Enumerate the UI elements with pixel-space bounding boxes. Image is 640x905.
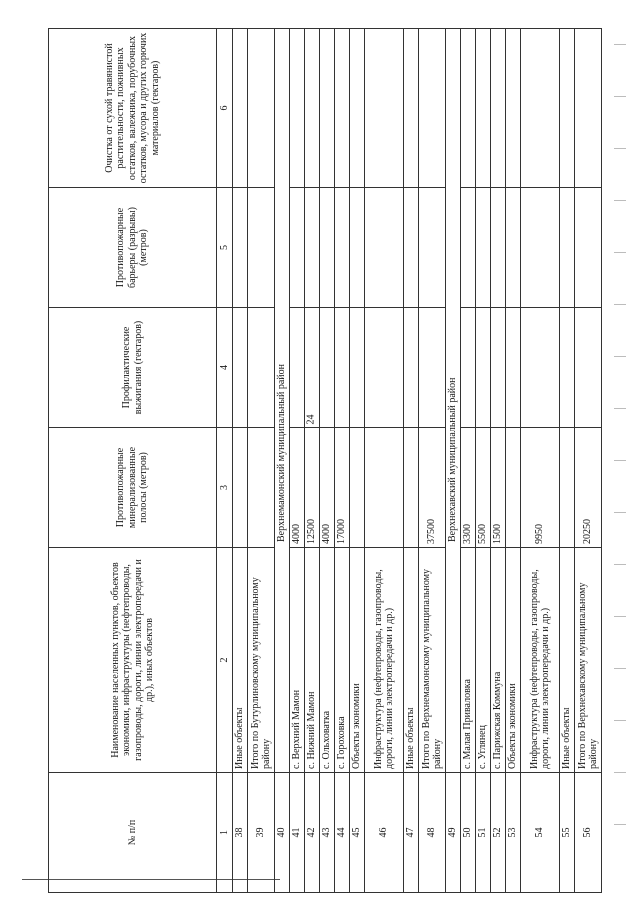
row-name: с. Гороховка	[335, 548, 350, 773]
page-number: 24	[305, 414, 317, 425]
row-name: с. Малая Приваловка	[461, 548, 476, 773]
row-cleaning	[305, 29, 320, 188]
row-name: с. Нижний Мамон	[305, 548, 320, 773]
header-mineral-strips: Противопожарные минерализованные полосы (метров)	[49, 428, 217, 548]
table-row	[335, 29, 350, 893]
row-mineral-strips: 20250	[575, 428, 602, 548]
row-number: 42	[305, 773, 320, 893]
row-burning	[461, 308, 476, 428]
row-mineral-strips: 9950	[521, 428, 560, 548]
row-cleaning	[491, 29, 506, 188]
row-barriers	[419, 188, 446, 308]
row-cleaning	[233, 29, 248, 188]
row-barriers	[350, 188, 365, 308]
row-barriers	[335, 188, 350, 308]
row-number: 43	[320, 773, 335, 893]
row-barriers	[506, 188, 521, 308]
row-name: Объекты экономики	[506, 548, 521, 773]
row-number: 39	[248, 773, 275, 893]
row-barriers	[320, 188, 335, 308]
column-index-row: 1 2 3 4 5 6	[217, 29, 233, 893]
row-burning	[365, 308, 404, 428]
row-burning	[248, 308, 275, 428]
row-cleaning	[290, 29, 305, 188]
row-mineral-strips: 4000	[320, 428, 335, 548]
row-cleaning	[350, 29, 365, 188]
table-row	[560, 29, 575, 893]
row-cleaning	[404, 29, 419, 188]
row-number: 55	[560, 773, 575, 893]
header-cleaning: Очистка от сухой травянистой растительности, пожнивных остатков, валежника, порубочных остатков, мусора и других горючих материалов (гектаров)	[49, 29, 217, 188]
row-name: Инфраструктура (нефтепроводы, газопроводы, дороги, линии электропередачи и др.)	[521, 548, 560, 773]
row-cleaning	[476, 29, 491, 188]
header-burning: Профилактические выжигания (гектаров)	[49, 308, 217, 428]
row-barriers	[365, 188, 404, 308]
row-burning	[350, 308, 365, 428]
table-row	[575, 29, 602, 893]
row-mineral-strips: 37500	[419, 428, 446, 548]
row-mineral-strips	[365, 428, 404, 548]
row-number: 44	[335, 773, 350, 893]
row-barriers	[305, 188, 320, 308]
row-mineral-strips: 12500	[305, 428, 320, 548]
header-barriers: Противопожарные барьеры (разрывы) (метров)	[49, 188, 217, 308]
row-number: 49	[446, 773, 461, 893]
row-burning	[320, 308, 335, 428]
row-mineral-strips: 5500	[476, 428, 491, 548]
row-mineral-strips	[560, 428, 575, 548]
row-cleaning	[335, 29, 350, 188]
row-burning	[404, 308, 419, 428]
header-row	[49, 29, 217, 893]
table-row	[248, 29, 275, 893]
row-burning	[506, 308, 521, 428]
row-number: 45	[350, 773, 365, 893]
row-number: 47	[404, 773, 419, 893]
fire-measures-table	[48, 28, 602, 893]
row-barriers	[290, 188, 305, 308]
row-cleaning	[506, 29, 521, 188]
row-name: с. Парижская Коммуна	[491, 548, 506, 773]
row-burning	[476, 308, 491, 428]
row-number: 56	[575, 773, 602, 893]
row-cleaning	[419, 29, 446, 188]
row-burning	[419, 308, 446, 428]
row-burning	[491, 308, 506, 428]
row-mineral-strips	[506, 428, 521, 548]
district-row	[446, 29, 461, 893]
table-row	[320, 29, 335, 893]
header-number: № п/п	[49, 773, 217, 893]
row-number: 41	[290, 773, 305, 893]
row-barriers	[248, 188, 275, 308]
row-name: Инфраструктура (нефтепроводы, газопроводы, дороги, линии электропередачи и др.)	[365, 548, 404, 773]
row-mineral-strips: 1500	[491, 428, 506, 548]
row-barriers	[476, 188, 491, 308]
row-mineral-strips	[404, 428, 419, 548]
row-number: 52	[491, 773, 506, 893]
row-name: с. Верхний Мамон	[290, 548, 305, 773]
row-barriers	[404, 188, 419, 308]
row-cleaning	[521, 29, 560, 188]
row-mineral-strips: 3300	[461, 428, 476, 548]
row-mineral-strips: 17000	[335, 428, 350, 548]
row-number: 48	[419, 773, 446, 893]
row-burning	[290, 308, 305, 428]
row-burning	[575, 308, 602, 428]
row-name: Итого по Бутурлиновскому муниципальному району	[248, 548, 275, 773]
table-row	[404, 29, 419, 893]
row-barriers	[461, 188, 476, 308]
row-name: Иные объекты	[404, 548, 419, 773]
row-number: 40	[275, 773, 290, 893]
table-row	[491, 29, 506, 893]
row-name: с. Ольховатка	[320, 548, 335, 773]
table-row	[521, 29, 560, 893]
row-barriers	[560, 188, 575, 308]
row-name: Иные объекты	[233, 548, 248, 773]
row-burning	[233, 308, 248, 428]
table-row	[476, 29, 491, 893]
table-row	[506, 29, 521, 893]
row-mineral-strips	[350, 428, 365, 548]
row-barriers	[575, 188, 602, 308]
row-name: Объекты экономики	[350, 548, 365, 773]
row-burning	[305, 308, 320, 428]
row-cleaning	[320, 29, 335, 188]
row-mineral-strips	[233, 428, 248, 548]
row-barriers	[233, 188, 248, 308]
row-burning	[335, 308, 350, 428]
row-barriers	[521, 188, 560, 308]
row-number: 38	[233, 773, 248, 893]
row-number: 51	[476, 773, 491, 893]
district-name: Верхнемамонский муниципальный район	[275, 29, 290, 773]
row-number: 50	[461, 773, 476, 893]
row-cleaning	[461, 29, 476, 188]
table-row	[365, 29, 404, 893]
row-cleaning	[575, 29, 602, 188]
table-row	[461, 29, 476, 893]
header-name: Наименование населенных пунктов, объектов экономики, инфраструктуры (нефтепроводы, газопроводы, дороги, линии электропередачи и др.), иных объектов	[49, 548, 217, 773]
table-row	[419, 29, 446, 893]
row-burning	[521, 308, 560, 428]
row-cleaning	[365, 29, 404, 188]
district-name: Верхнехавский муниципальный район	[446, 29, 461, 773]
district-row	[275, 29, 290, 893]
row-barriers	[491, 188, 506, 308]
row-number: 46	[365, 773, 404, 893]
row-burning	[560, 308, 575, 428]
table-row	[350, 29, 365, 893]
row-name: с. Углянец	[476, 548, 491, 773]
table-row	[233, 29, 248, 893]
table-row	[290, 29, 305, 893]
row-cleaning	[560, 29, 575, 188]
row-cleaning	[248, 29, 275, 188]
row-number: 53	[506, 773, 521, 893]
row-name: Итого по Верхнемамонскому муниципальному району	[419, 548, 446, 773]
table-row	[305, 29, 320, 893]
row-mineral-strips	[248, 428, 275, 548]
row-mineral-strips: 4000	[290, 428, 305, 548]
edge-marks	[610, 0, 630, 905]
row-number: 54	[521, 773, 560, 893]
row-name: Иные объекты	[560, 548, 575, 773]
row-name: Итого по Верхнехавскому муниципальному району	[575, 548, 602, 773]
